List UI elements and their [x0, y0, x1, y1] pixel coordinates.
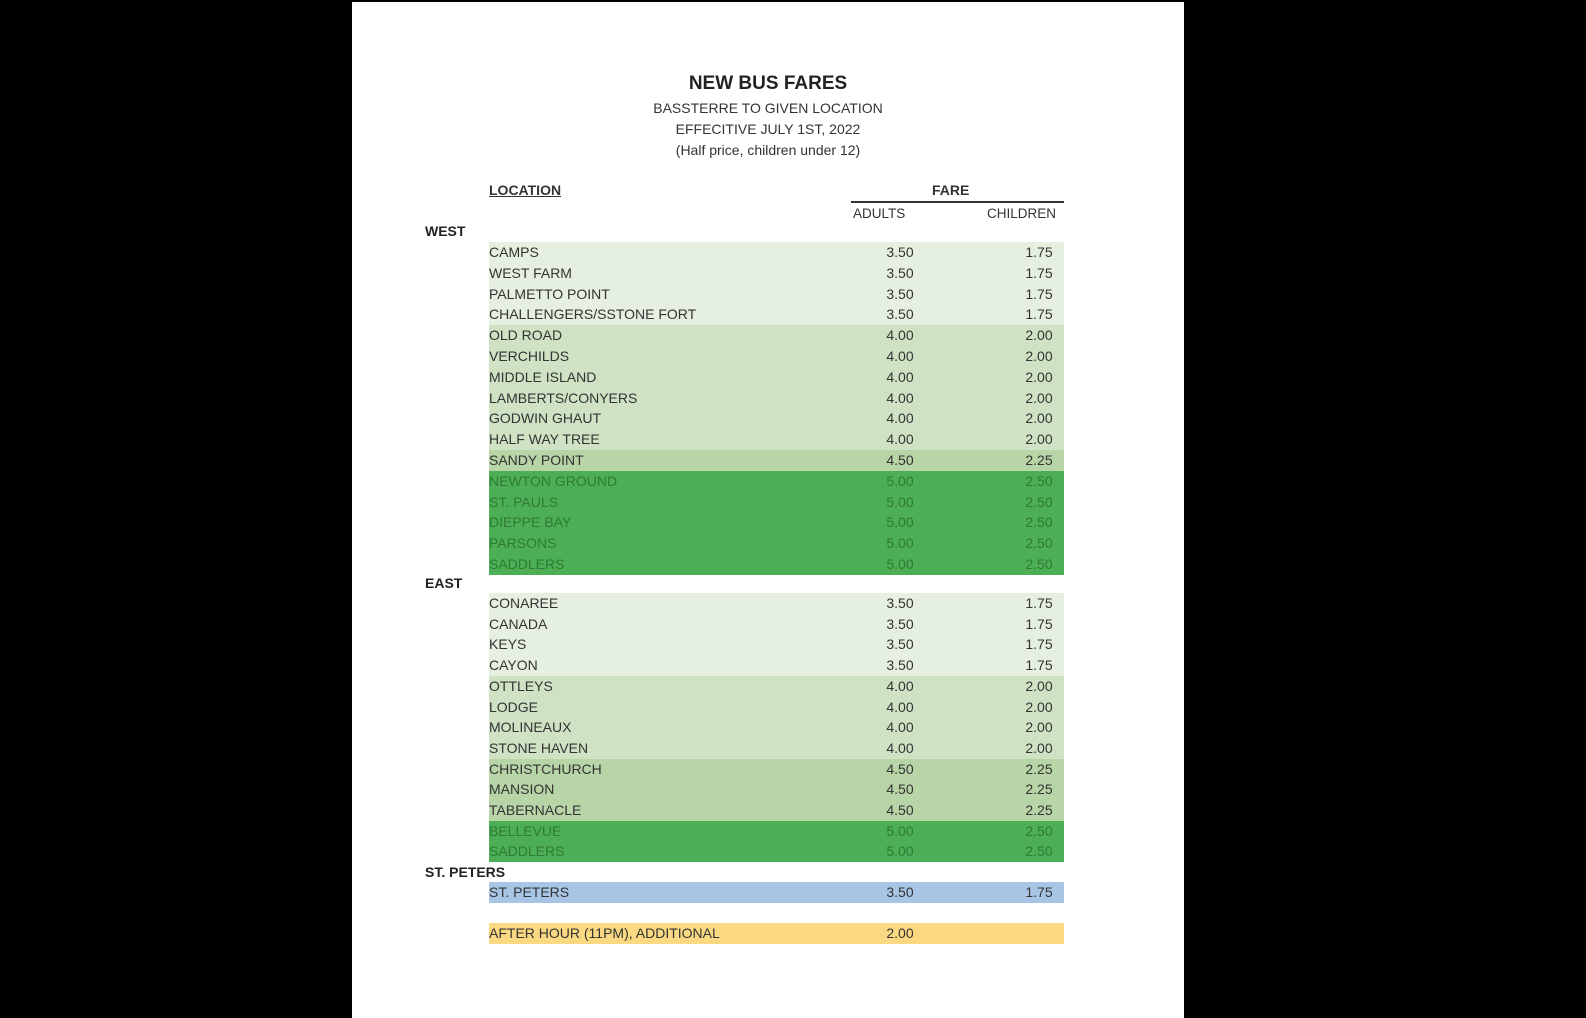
table-row — [489, 304, 1064, 325]
location-cell: ST. PETERS — [489, 884, 570, 900]
adult-fare-cell: 3.50 — [886, 636, 914, 653]
table-row — [489, 882, 1064, 903]
child-fare-cell: 1.75 — [1025, 636, 1053, 653]
adult-fare-cell: 5.00 — [886, 843, 914, 860]
child-fare-cell: 2.50 — [1025, 822, 1053, 839]
child-fare-cell: 2.50 — [1025, 472, 1053, 489]
child-fare-cell: 2.50 — [1025, 556, 1053, 572]
child-fare-cell: 1.75 — [1025, 657, 1053, 674]
adult-fare-cell: 3.50 — [886, 244, 914, 260]
child-fare-cell: 1.75 — [1025, 595, 1053, 611]
location-cell: GODWIN GHAUT — [489, 410, 601, 427]
table-row — [489, 593, 1064, 614]
subtitle-effective-date: EFFECITIVE JULY 1ST, 2022 — [675, 121, 861, 137]
adult-fare-cell: 4.00 — [886, 698, 914, 715]
table-row — [489, 697, 1064, 718]
adult-fare-cell: 3.50 — [886, 285, 914, 302]
table-row — [489, 367, 1064, 388]
location-cell: SADDLERS — [489, 556, 565, 572]
adult-fare-cell: 3.50 — [886, 884, 914, 900]
location-cell: TABERNACLE — [489, 802, 582, 818]
adult-fare-cell: 4.00 — [886, 389, 914, 406]
adult-fare-cell: 3.50 — [886, 306, 914, 323]
location-cell: CAMPS — [489, 244, 539, 260]
location-cell: SANDY POINT — [489, 452, 584, 468]
child-fare-cell: 1.75 — [1025, 306, 1053, 323]
adult-fare-cell: 5.00 — [886, 514, 914, 531]
location-cell: WEST FARM — [489, 264, 572, 281]
location-cell: CHRISTCHURCH — [489, 760, 602, 777]
table-row — [489, 841, 1064, 862]
table-row — [489, 325, 1064, 346]
adult-fare-cell: 4.00 — [886, 739, 914, 756]
table-row — [489, 429, 1064, 450]
child-fare-cell: 2.25 — [1025, 760, 1053, 777]
table-row — [489, 408, 1064, 429]
child-fare-cell: 1.75 — [1025, 244, 1053, 260]
adult-fare-cell: 5.00 — [886, 472, 914, 489]
location-cell: AFTER HOUR (11PM), ADDITIONAL — [489, 925, 720, 941]
adult-fare-cell: 3.50 — [886, 657, 914, 674]
child-fare-cell: 2.25 — [1025, 781, 1053, 798]
location-cell: VERCHILDS — [489, 348, 570, 364]
adult-fare-cell: 3.50 — [886, 615, 914, 632]
adult-fare-cell: 4.00 — [886, 719, 914, 736]
table-row — [489, 759, 1064, 780]
subtitle-children-note: (Half price, children under 12) — [675, 142, 861, 158]
location-cell: BELLEVUE — [489, 822, 562, 839]
child-fare-cell: 1.75 — [1025, 264, 1053, 281]
child-fare-cell: 2.00 — [1025, 677, 1053, 694]
location-cell: LODGE — [489, 698, 539, 715]
child-fare-cell: 2.00 — [1025, 327, 1053, 344]
adult-fare-cell: 5.00 — [886, 493, 914, 510]
location-header: LOCATION — [489, 182, 562, 198]
table-row — [489, 923, 1064, 944]
table-row — [489, 346, 1064, 367]
location-cell: HALF WAY TREE — [489, 431, 600, 448]
location-cell: MIDDLE ISLAND — [489, 368, 597, 385]
location-cell: MANSION — [489, 781, 555, 798]
table-row — [489, 512, 1064, 533]
child-fare-cell: 2.50 — [1025, 535, 1053, 552]
location-cell: OTTLEYS — [489, 677, 553, 694]
child-fare-cell: 2.00 — [1025, 719, 1053, 736]
table-row — [489, 533, 1064, 554]
child-fare-cell: 2.25 — [1025, 452, 1053, 468]
document-title: NEW BUS FARES — [688, 73, 848, 94]
location-cell: CANADA — [489, 615, 548, 632]
adult-fare-cell: 4.50 — [886, 802, 914, 818]
adults-header: ADULTS — [853, 206, 906, 221]
child-fare-cell: 2.00 — [1025, 431, 1053, 448]
location-cell: LAMBERTS/CONYERS — [489, 389, 638, 406]
table-row — [489, 471, 1064, 492]
adult-fare-cell: 4.00 — [886, 348, 914, 364]
region-west: WEST — [425, 223, 466, 239]
adult-fare-cell: 4.00 — [886, 677, 914, 694]
adult-fare-cell: 4.50 — [886, 452, 914, 468]
child-fare-cell: 2.50 — [1025, 843, 1053, 860]
table-row — [489, 492, 1064, 513]
table-row — [489, 554, 1064, 575]
location-cell: CONAREE — [489, 595, 559, 611]
child-fare-cell: 2.00 — [1025, 410, 1053, 427]
adult-fare-cell: 4.00 — [886, 368, 914, 385]
fare-header-rule — [851, 201, 1064, 203]
adult-fare-cell: 4.00 — [886, 410, 914, 427]
adult-fare-cell: 2.00 — [886, 925, 914, 941]
location-cell: STONE HAVEN — [489, 739, 589, 756]
adult-fare-cell: 5.00 — [886, 822, 914, 839]
table-row — [489, 450, 1064, 471]
location-cell: NEWTON GROUND — [489, 472, 618, 489]
location-cell: CAYON — [489, 657, 538, 674]
child-fare-cell: 2.50 — [1025, 514, 1053, 531]
location-cell: CHALLENGERS/SSTONE FORT — [489, 306, 697, 323]
location-cell: SADDLERS — [489, 843, 565, 860]
child-fare-cell: 1.75 — [1025, 285, 1053, 302]
adult-fare-cell: 4.50 — [886, 781, 914, 798]
adult-fare-cell: 4.50 — [886, 760, 914, 777]
region-east: EAST — [425, 575, 463, 591]
adult-fare-cell: 5.00 — [886, 535, 914, 552]
location-cell: OLD ROAD — [489, 327, 563, 344]
adult-fare-cell: 4.00 — [886, 431, 914, 448]
table-row — [489, 821, 1064, 842]
child-fare-cell: 2.00 — [1025, 368, 1053, 385]
region-st-peters: ST. PETERS — [425, 864, 506, 880]
table-row — [489, 717, 1064, 738]
table-row — [489, 800, 1064, 821]
table-row — [489, 676, 1064, 697]
adult-fare-cell: 3.50 — [886, 264, 914, 281]
child-fare-cell: 2.25 — [1025, 802, 1053, 818]
child-fare-cell: 2.50 — [1025, 493, 1053, 510]
child-fare-cell: 2.00 — [1025, 739, 1053, 756]
child-fare-cell: 2.00 — [1025, 698, 1053, 715]
child-fare-cell: 2.00 — [1025, 348, 1053, 364]
subtitle-route: BASSTERRE TO GIVEN LOCATION — [653, 100, 883, 116]
adult-fare-cell: 4.00 — [886, 327, 914, 344]
child-fare-cell: 1.75 — [1025, 884, 1053, 900]
location-cell: MOLINEAUX — [489, 719, 572, 736]
table-row — [489, 634, 1064, 655]
location-cell: KEYS — [489, 636, 527, 653]
table-row — [489, 263, 1064, 284]
location-cell: PALMETTO POINT — [489, 285, 610, 302]
children-header: CHILDREN — [987, 206, 1057, 221]
child-fare-cell: 1.75 — [1025, 615, 1053, 632]
fare-header: FARE — [932, 182, 970, 198]
adult-fare-cell: 3.50 — [886, 595, 914, 611]
child-fare-cell: 2.00 — [1025, 389, 1053, 406]
adult-fare-cell: 5.00 — [886, 556, 914, 572]
location-cell: ST. PAULS — [489, 493, 558, 510]
table-row — [489, 614, 1064, 635]
table-row — [489, 779, 1064, 800]
table-row — [489, 738, 1064, 759]
location-cell: DIEPPE BAY — [489, 514, 572, 531]
fare-document — [352, 2, 1184, 1018]
location-cell: PARSONS — [489, 535, 557, 552]
table-row — [489, 284, 1064, 305]
table-row — [489, 242, 1064, 263]
table-row — [489, 388, 1064, 409]
table-row — [489, 655, 1064, 676]
